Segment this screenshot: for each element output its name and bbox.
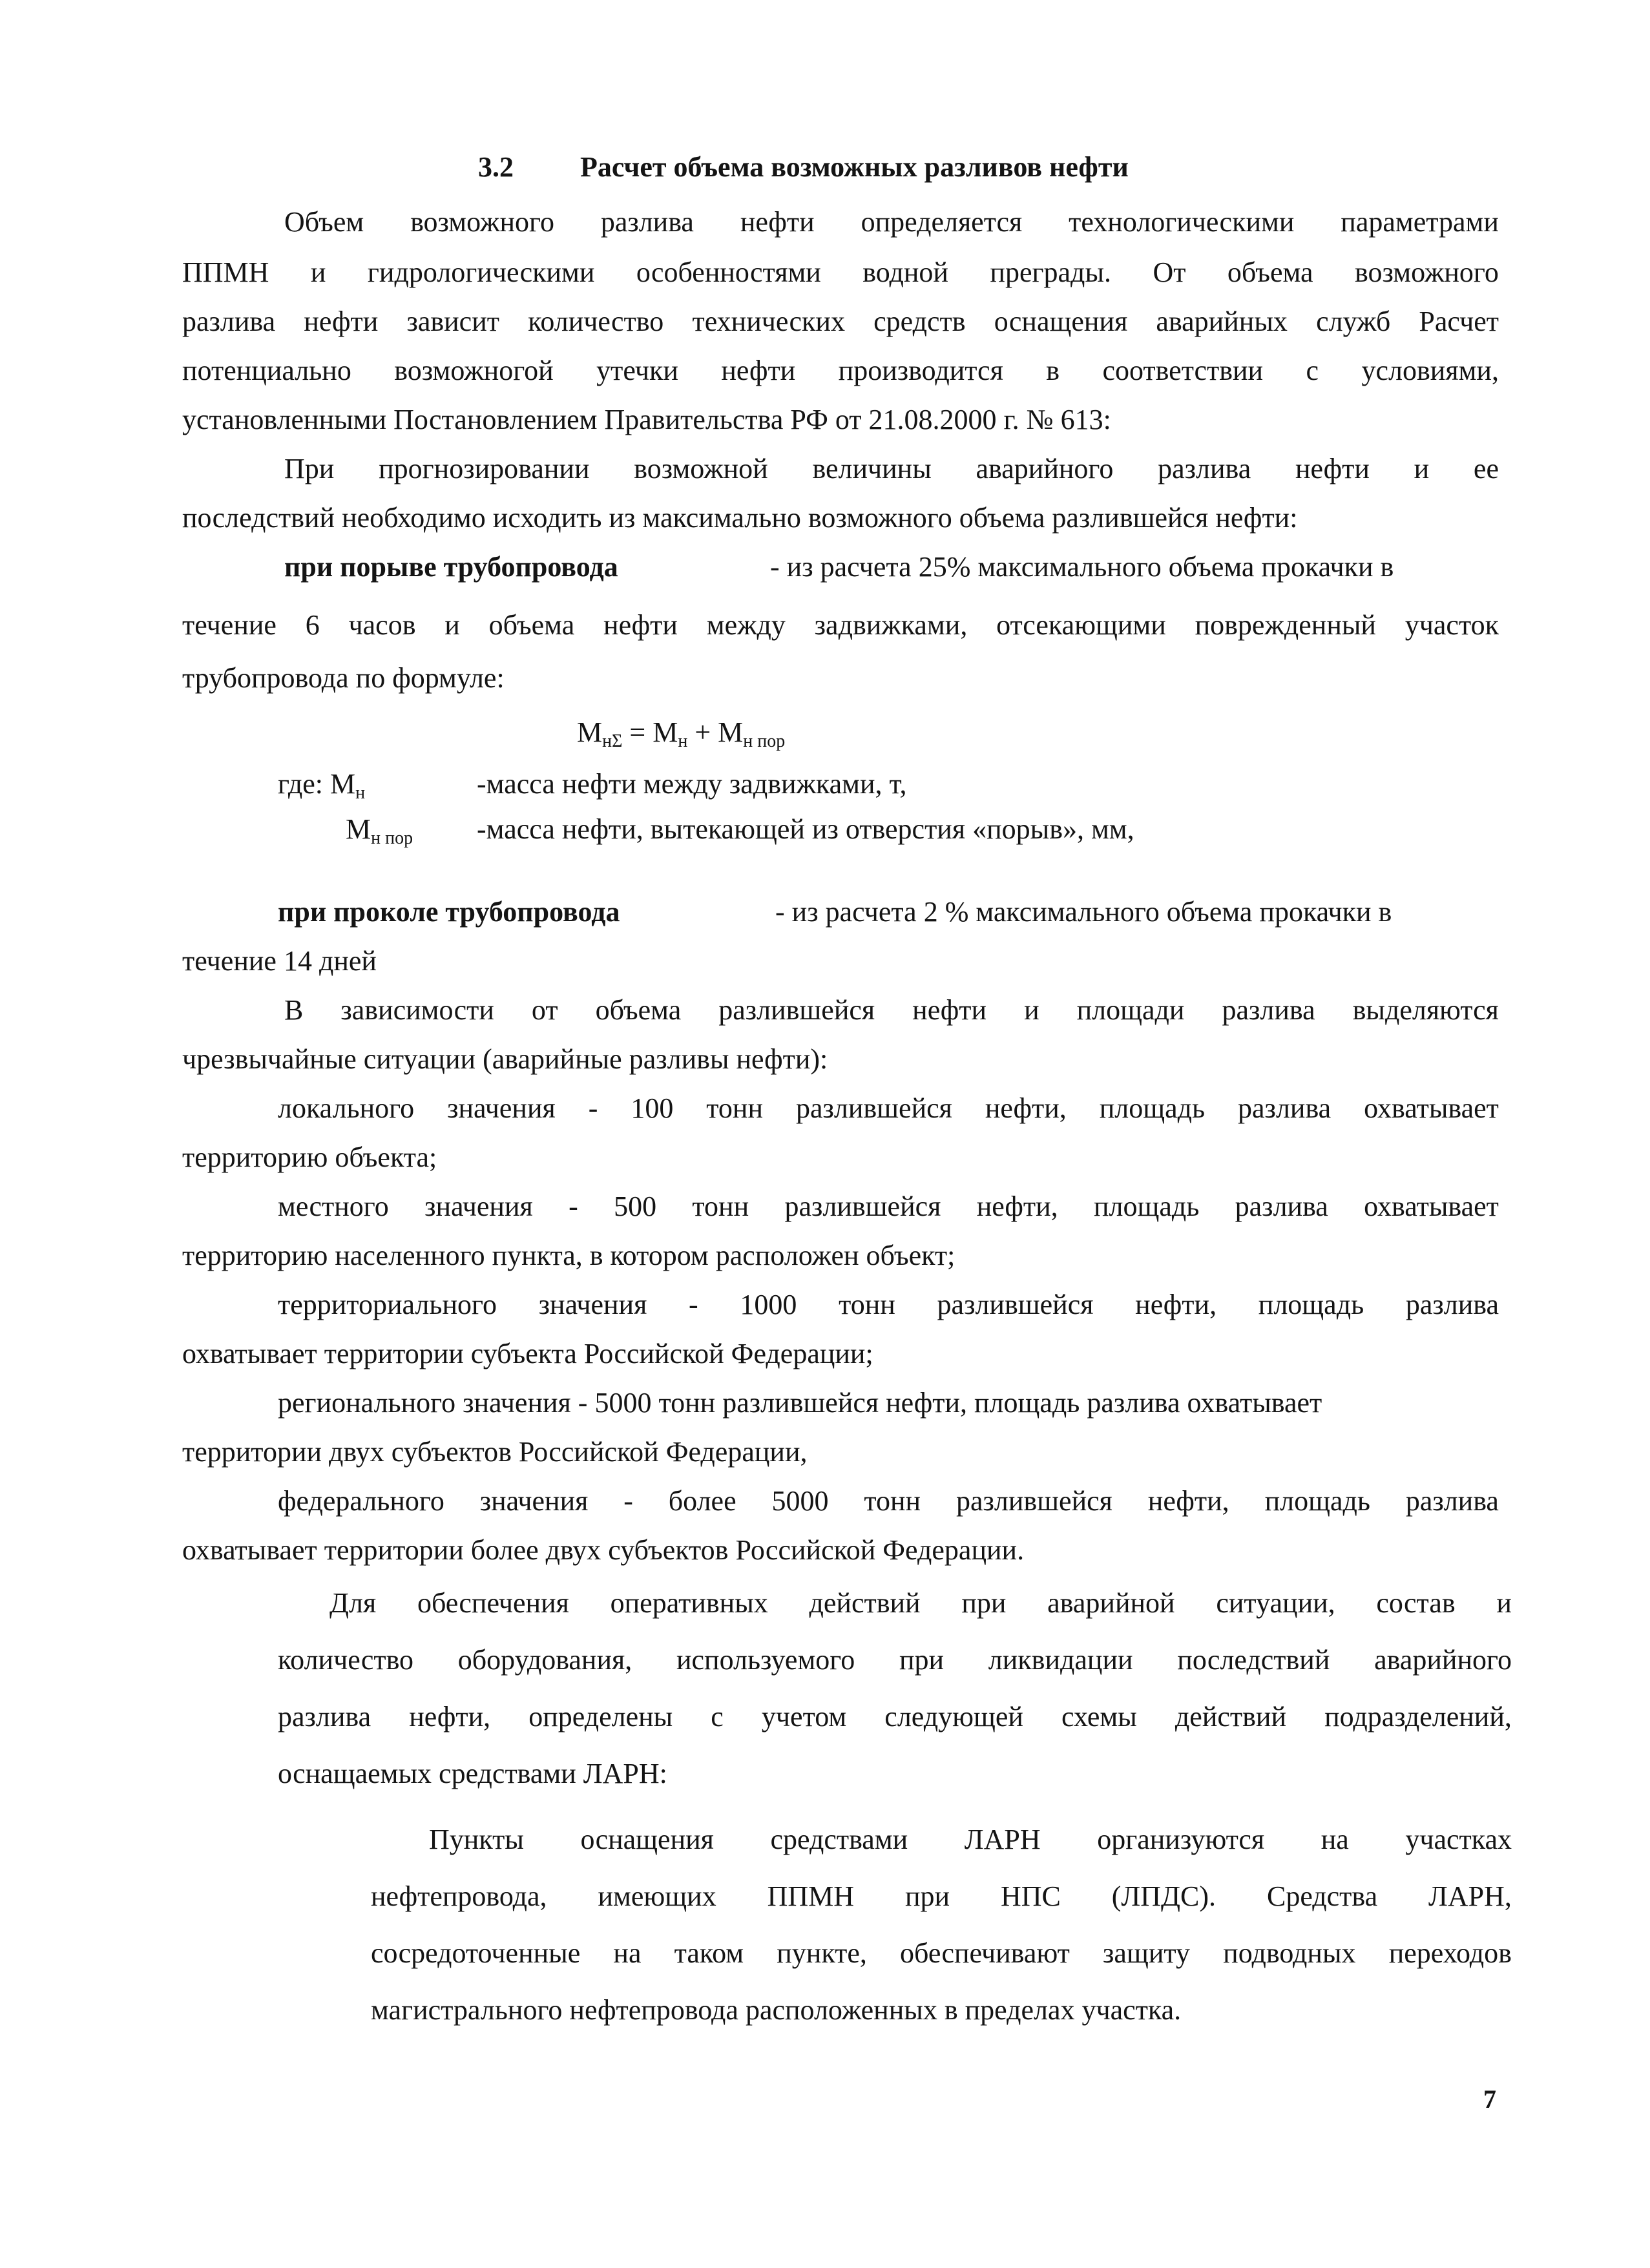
word: утечки: [596, 355, 678, 386]
word: с: [1306, 355, 1319, 386]
word: в: [1046, 355, 1060, 386]
word: переходов: [1388, 1937, 1512, 1969]
word: аварийных: [1156, 306, 1288, 337]
word: разлива: [600, 206, 694, 238]
word: выделяются: [1352, 994, 1499, 1026]
word: (ЛПДС).: [1111, 1880, 1217, 1912]
word: нефти: [721, 355, 796, 386]
word: параметрами: [1341, 206, 1499, 238]
level-local-line-2: территорию объекта;: [182, 1141, 437, 1173]
word: 6: [305, 609, 320, 641]
word: средствами: [770, 1824, 908, 1855]
word: на: [1321, 1824, 1349, 1855]
word: нефтепровода,: [371, 1880, 547, 1912]
word: аварийной: [1047, 1587, 1175, 1619]
word: объема: [595, 994, 682, 1026]
word: от: [531, 994, 558, 1026]
where-variable-1: где: $М_н$: [278, 768, 366, 803]
word: при: [904, 1880, 950, 1912]
word: таком: [674, 1937, 744, 1969]
where-variable-2: $М_{н пор}$: [346, 813, 413, 848]
p4-line-4: оснащаемых средствами ЛАРН:: [278, 1758, 667, 1789]
word: 100: [631, 1092, 674, 1124]
p1-line-5: установленными Постановлением Правительства РФ от 21.08.2000 г. № 613:: [182, 404, 1111, 435]
word: потенциально: [182, 355, 351, 386]
level-municipal-line-1: [278, 1192, 1499, 1221]
word: От: [1153, 256, 1186, 288]
p3-line-2: чрезвычайные ситуации (аварийные разливы нефти):: [182, 1043, 828, 1075]
word: разлива: [278, 1701, 371, 1732]
word: -: [569, 1191, 578, 1222]
level-federal-line-1: [278, 1487, 1499, 1515]
word: ситуации,: [1216, 1587, 1335, 1619]
word: пункте,: [777, 1937, 867, 1969]
word: нефти: [912, 994, 987, 1026]
word: зависит: [406, 306, 499, 337]
word: защиту: [1103, 1937, 1191, 1969]
rupture-line-1-tail: - из расчета 25% максимального объема прокачки в: [770, 551, 1394, 583]
word: аварийного: [1374, 1644, 1512, 1676]
word: значения: [538, 1289, 647, 1320]
word: Средства: [1266, 1880, 1378, 1912]
word: соответствии: [1102, 355, 1264, 386]
word: федерального: [278, 1485, 444, 1517]
section-number: 3.2: [478, 151, 514, 183]
word: обеспечения: [417, 1587, 569, 1619]
word: 500: [614, 1191, 657, 1222]
word: оборудования,: [457, 1644, 632, 1676]
word: разлившейся: [956, 1485, 1112, 1517]
word: водной: [862, 256, 948, 288]
word: нефти: [1295, 453, 1370, 484]
word: участках: [1405, 1824, 1512, 1855]
word: условиями,: [1361, 355, 1499, 386]
word: ее: [1473, 453, 1499, 484]
word: тонн: [864, 1485, 921, 1517]
word: нефти,: [1135, 1289, 1217, 1320]
word: определены: [528, 1701, 673, 1732]
p2-line-2: последствий необходимо исходить из максимально возможного объема разлившейся нефти:: [182, 502, 1298, 534]
word: объема: [488, 609, 575, 641]
word: следующей: [884, 1701, 1023, 1732]
section-title: Расчет объема возможных разливов нефти: [580, 151, 1129, 183]
level-territorial-line-1: [278, 1291, 1499, 1319]
level-local-line-1: [278, 1094, 1499, 1123]
word: площади: [1076, 994, 1185, 1026]
puncture-label: при проколе трубопровода: [278, 896, 620, 928]
word: при: [899, 1644, 945, 1676]
p5-line-1: [429, 1826, 1512, 1854]
word: -: [623, 1485, 633, 1517]
rupture-label: при порыве трубопровода: [284, 551, 618, 583]
word: Расчет: [1419, 306, 1499, 337]
word: локального: [278, 1092, 415, 1124]
word: гидрологическими: [367, 256, 595, 288]
word: задвижками,: [814, 609, 968, 641]
word: часов: [348, 609, 416, 641]
word: -: [588, 1092, 598, 1124]
word: особенностями: [636, 256, 821, 288]
word: Объем: [284, 206, 364, 238]
word: величины: [812, 453, 932, 484]
word: служб: [1316, 306, 1391, 337]
word: и: [1414, 453, 1430, 484]
word: количество: [528, 306, 664, 337]
word: подразделений,: [1324, 1701, 1512, 1732]
word: сосредоточенные: [371, 1937, 581, 1969]
page-number: 7: [1483, 2085, 1496, 2114]
word: возможного: [410, 206, 554, 238]
word: тонн: [706, 1092, 764, 1124]
word: действий: [1175, 1701, 1286, 1732]
word: охватывает: [1364, 1092, 1499, 1124]
word: и: [1496, 1587, 1512, 1619]
word: оснащения: [994, 306, 1128, 337]
word: разлива: [182, 306, 276, 337]
word: территориального: [278, 1289, 497, 1320]
word: подводных: [1223, 1937, 1356, 1969]
word: при: [961, 1587, 1007, 1619]
word: площадь: [1099, 1092, 1206, 1124]
word: нефти: [740, 206, 815, 238]
word: ЛАРН,: [1428, 1880, 1512, 1912]
word: поврежденный: [1195, 609, 1376, 641]
word: средств: [873, 306, 966, 337]
word: разлива: [1405, 1485, 1499, 1517]
p5-line-3: [371, 1939, 1512, 1968]
word: НПС: [1000, 1880, 1061, 1912]
formula: $М_{н\Sigma} = М_н + М_{н пор}$: [577, 716, 786, 751]
word: разлива: [1405, 1289, 1499, 1320]
word: и: [310, 256, 326, 288]
word: определяется: [861, 206, 1023, 238]
word: разлива: [1222, 994, 1315, 1026]
word: возможного: [1355, 256, 1499, 288]
word: нефти: [304, 306, 379, 337]
rupture-line-2: [182, 611, 1499, 640]
word: тонн: [692, 1191, 749, 1222]
p3-line-1: [284, 996, 1499, 1025]
word: площадь: [1264, 1485, 1370, 1517]
word: с: [711, 1701, 724, 1732]
word: ликвидации: [988, 1644, 1133, 1676]
word: -: [689, 1289, 698, 1320]
word: разлившейся: [718, 994, 875, 1026]
word: ЛАРН: [964, 1824, 1041, 1855]
p4-line-2: [278, 1646, 1512, 1674]
word: используемого: [676, 1644, 855, 1676]
word: схемы: [1061, 1701, 1137, 1732]
word: организуются: [1097, 1824, 1265, 1855]
word: разлива: [1158, 453, 1251, 484]
word: обеспечивают: [900, 1937, 1070, 1969]
word: последствий: [1177, 1644, 1330, 1676]
word: технических: [692, 306, 845, 337]
word: на: [613, 1937, 642, 1969]
word: зависимости: [340, 994, 494, 1026]
where-desc-1: -масса нефти между задвижками, т,: [477, 768, 907, 800]
word: преграды.: [990, 256, 1112, 288]
word: прогнозировании: [379, 453, 590, 484]
word: действий: [809, 1587, 921, 1619]
p2-line-1: [284, 455, 1499, 483]
word: учетом: [761, 1701, 847, 1732]
rupture-line-3: трубопровода по формуле:: [182, 662, 505, 694]
word: площадь: [1093, 1191, 1200, 1222]
word: оснащения: [580, 1824, 714, 1855]
word: технологическими: [1069, 206, 1295, 238]
word: участок: [1405, 609, 1499, 641]
level-federal-line-2: охватывает территории более двух субъектов Российской Федерации.: [182, 1534, 1025, 1566]
word: и: [444, 609, 460, 641]
word: В: [284, 994, 304, 1026]
word: разлива: [1238, 1092, 1331, 1124]
word: объема: [1227, 256, 1313, 288]
level-regional-line-1: регионального значения - 5000 тонн разлившейся нефти, площадь разлива охватывает: [278, 1387, 1322, 1419]
word: ППМН: [767, 1880, 855, 1912]
word: более: [668, 1485, 736, 1517]
level-regional-line-2: территории двух субъектов Российской Федерации,: [182, 1436, 808, 1468]
word: возможной: [634, 453, 768, 484]
level-territorial-line-2: охватывает территории субъекта Российской Федерации;: [182, 1338, 873, 1369]
word: При: [284, 453, 335, 484]
p4-line-1: [329, 1589, 1512, 1618]
word: нефти,: [409, 1701, 491, 1732]
word: аварийного: [976, 453, 1114, 484]
word: разлившейся: [937, 1289, 1094, 1320]
word: местного: [278, 1191, 389, 1222]
p5-line-2: [371, 1882, 1512, 1911]
word: оперативных: [610, 1587, 768, 1619]
word: между: [706, 609, 786, 641]
p5-line-4: магистрального нефтепровода расположенных в пределах участка.: [371, 1994, 1182, 2026]
level-municipal-line-2: территорию населенного пункта, в котором расположен объект;: [182, 1240, 956, 1271]
word: разлившейся: [795, 1092, 952, 1124]
p1-line-2: [182, 258, 1499, 287]
word: охватывает: [1364, 1191, 1499, 1222]
word: течение: [182, 609, 277, 641]
word: нефти,: [985, 1092, 1067, 1124]
word: возможногой: [394, 355, 554, 386]
p1-line-1: [284, 208, 1499, 236]
word: нефти,: [976, 1191, 1058, 1222]
puncture-line-1-tail: - из расчета 2 % максимального объема прокачки в: [775, 896, 1392, 928]
word: отсекающими: [996, 609, 1166, 641]
p1-line-4: [182, 357, 1499, 385]
word: и: [1024, 994, 1039, 1026]
word: разлившейся: [784, 1191, 941, 1222]
word: 1000: [740, 1289, 797, 1320]
word: количество: [278, 1644, 414, 1676]
word: Для: [329, 1587, 377, 1619]
p4-line-3: [278, 1703, 1512, 1731]
puncture-line-2: течение 14 дней: [182, 945, 377, 977]
word: тонн: [839, 1289, 895, 1320]
word: нефти: [603, 609, 678, 641]
word: Пункты: [429, 1824, 524, 1855]
word: значения: [424, 1191, 533, 1222]
word: 5000: [771, 1485, 829, 1517]
word: ППМН: [182, 256, 269, 288]
word: имеющих: [598, 1880, 716, 1912]
word: площадь: [1258, 1289, 1364, 1320]
word: значения: [447, 1092, 556, 1124]
where-desc-2: -масса нефти, вытекающей из отверстия «порыв», мм,: [477, 813, 1134, 845]
word: состав: [1376, 1587, 1456, 1619]
word: производится: [838, 355, 1003, 386]
p1-line-3: [182, 307, 1499, 336]
word: значения: [479, 1485, 589, 1517]
word: нефти,: [1147, 1485, 1229, 1517]
word: разлива: [1235, 1191, 1328, 1222]
